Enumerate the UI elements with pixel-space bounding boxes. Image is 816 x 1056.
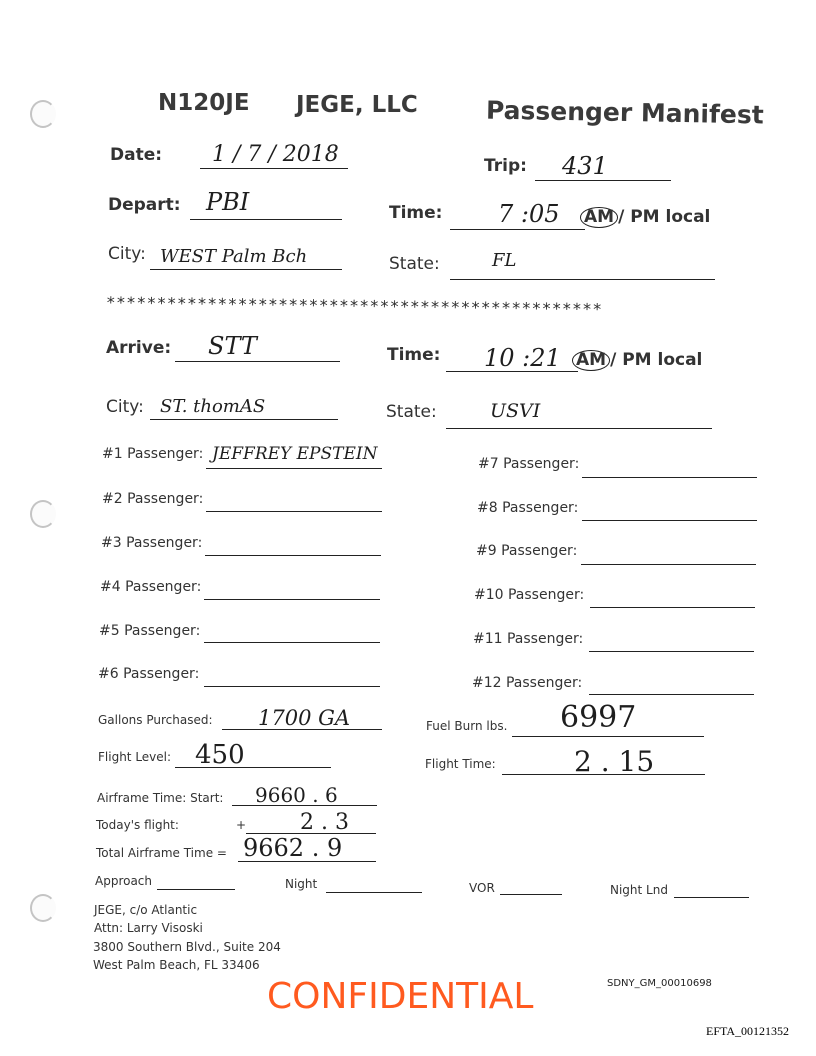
night-label: Night [285, 877, 318, 891]
gallons-value: 1700 GA [258, 706, 351, 730]
flight-level-label: Flight Level: [98, 750, 172, 764]
todays-flight-plus: + [236, 818, 247, 832]
arrive-pm-local: / PM local [610, 350, 703, 370]
passenger-8-label: #8 Passenger: [477, 500, 579, 516]
todays-flight-label: Today's flight: [96, 818, 179, 832]
flight-level-value: 450 [195, 740, 245, 770]
depart-pm-local: / PM local [618, 207, 711, 227]
passenger-5-label: #5 Passenger: [99, 623, 201, 639]
depart-ampm [580, 207, 710, 228]
depart-value: PBI [206, 188, 250, 216]
address-line-1: JEGE, c/o Atlantic [94, 903, 198, 917]
arrive-time-value: 10 :21 [484, 344, 561, 372]
date-label: Date: [110, 145, 163, 165]
date-value: 1 / 7 / 2018 [212, 142, 339, 167]
depart-time-value: 7 :05 [498, 200, 560, 228]
passenger-2-label: #2 Passenger: [102, 491, 204, 507]
punch-hole-middle [30, 500, 56, 528]
trip-label: Trip: [484, 156, 527, 176]
depart-city-label: City: [108, 244, 146, 264]
depart-city-value: WEST Palm Bch [160, 246, 308, 267]
address-line-4: West Palm Beach, FL 33406 [93, 958, 260, 972]
punch-hole-bottom [30, 894, 56, 922]
approach-label: Approach [95, 874, 153, 888]
airframe-start-label: Airframe Time: Start: [97, 791, 224, 805]
arrive-city-label: City: [106, 397, 144, 417]
depart-label: Depart: [108, 195, 181, 215]
efta-bates-number: EFTA_00121352 [706, 1024, 790, 1038]
punch-hole-top [30, 100, 56, 128]
passenger-6-label: #6 Passenger: [98, 666, 200, 682]
address-line-2: Attn: Larry Visoski [94, 921, 203, 935]
company-name: JEGE, LLC [296, 92, 418, 118]
passenger-1-value: JEFFREY EPSTEIN [212, 444, 378, 464]
tail-number: N120JE [158, 90, 250, 116]
arrive-value: STT [208, 332, 257, 360]
passenger-11-label: #11 Passenger: [473, 631, 584, 647]
todays-flight-value: 2 . 3 [300, 810, 349, 835]
flight-time-label: Flight Time: [425, 757, 496, 771]
passenger-7-label: #7 Passenger: [478, 456, 580, 472]
passenger-4-label: #4 Passenger: [100, 579, 202, 595]
depart-state-value: FL [492, 250, 517, 271]
arrive-state-value: USVI [490, 400, 541, 422]
passenger-3-label: #3 Passenger: [101, 535, 203, 551]
passenger-9-label: #9 Passenger: [476, 543, 578, 559]
depart-time-label: Time: [389, 203, 443, 223]
arrive-ampm [572, 350, 702, 371]
sdny-bates-number: SDNY_GM_00010698 [607, 978, 712, 989]
passenger-1-label: #1 Passenger: [102, 446, 204, 462]
arrive-label: Arrive: [106, 338, 172, 358]
total-airframe-value: 9662 . 9 [243, 834, 343, 862]
confidential-stamp: CONFIDENTIAL [267, 976, 534, 1017]
arrive-time-label: Time: [387, 345, 441, 365]
depart-state-label: State: [389, 254, 440, 274]
arrive-city-value: ST. thomAS [160, 396, 266, 417]
airframe-start-value: 9660 . 6 [255, 783, 338, 807]
total-airframe-label: Total Airframe Time = [96, 846, 227, 860]
page-title: Passenger Manifest [485, 95, 764, 130]
arrive-am-circled: AM [572, 350, 610, 371]
passenger-10-label: #10 Passenger: [474, 587, 585, 603]
night-lnd-label: Night Lnd [610, 883, 668, 897]
fuel-burn-value: 6997 [560, 700, 637, 735]
trip-value: 431 [562, 152, 608, 180]
passenger-12-label: #12 Passenger: [472, 675, 583, 691]
gallons-label: Gallons Purchased: [98, 713, 213, 727]
address-line-3: 3800 Southern Blvd., Suite 204 [93, 940, 281, 954]
depart-am-circled: AM [580, 207, 618, 228]
arrive-state-label: State: [386, 402, 437, 422]
vor-label: VOR [469, 881, 495, 895]
fuel-burn-label: Fuel Burn lbs. [426, 719, 508, 733]
flight-time-value: 2 . 15 [574, 745, 655, 778]
separator: ************************************************* [105, 293, 603, 319]
